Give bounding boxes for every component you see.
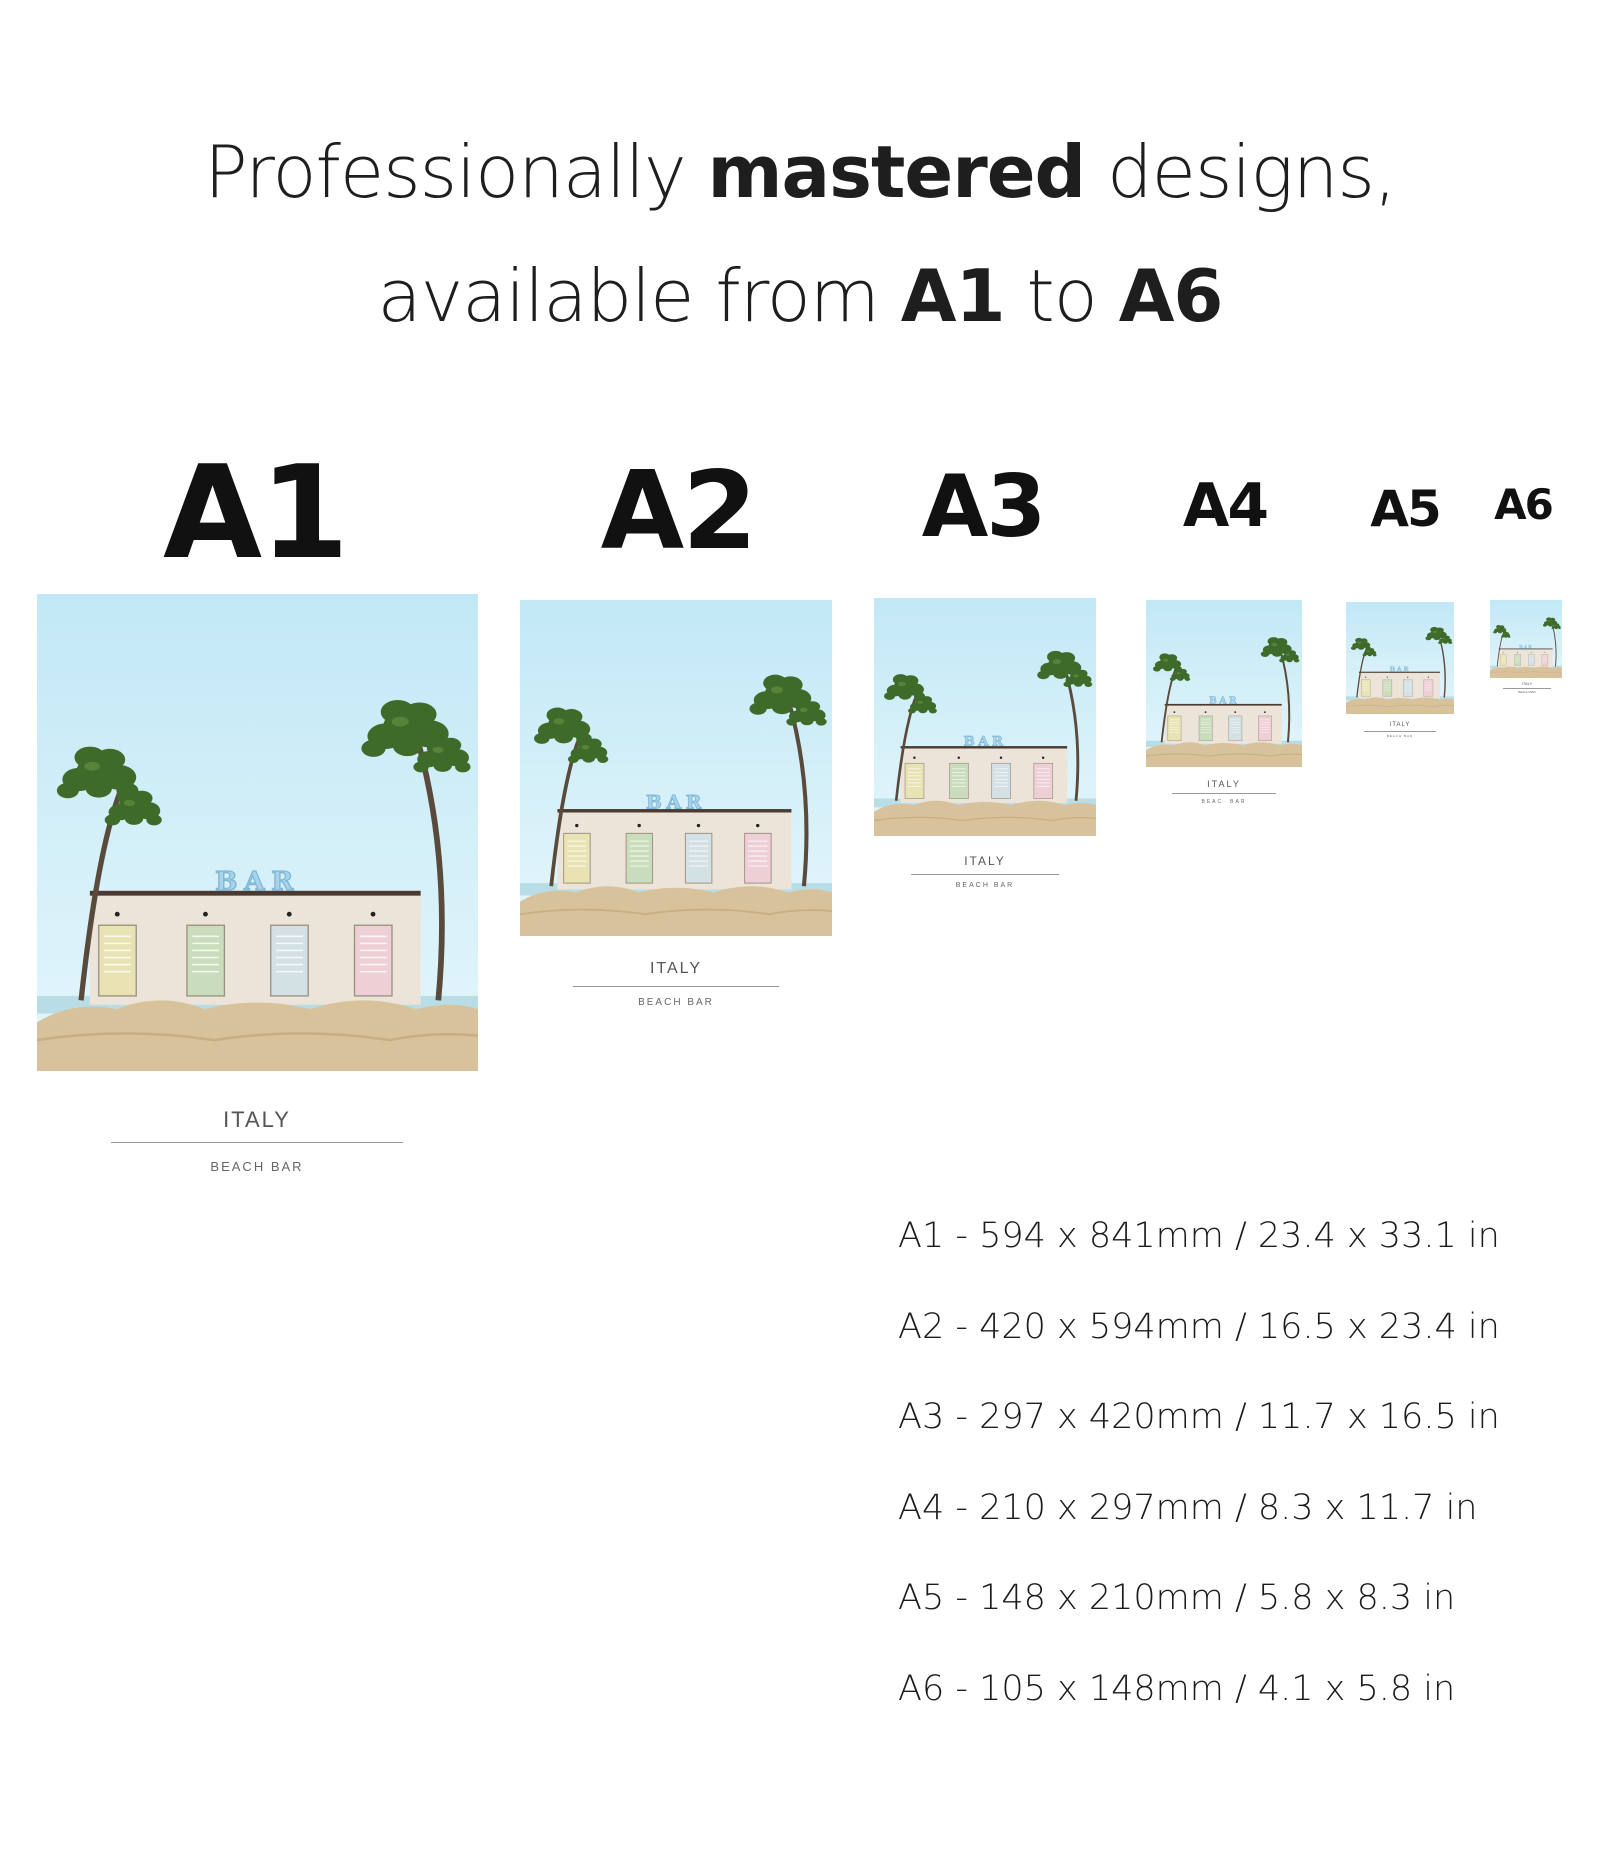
beach-bar-illustration — [1346, 602, 1454, 714]
poster-a2-subtitle: BEACH BAR — [638, 997, 714, 1008]
size-spec-a5: A5 - 148 x 210mm / 5.8 x 8.3 in — [898, 1578, 1456, 1618]
svg-text:BAR: BAR — [963, 734, 1007, 750]
size-label-a5: A5 — [1370, 480, 1440, 538]
size-spec-a6: A6 - 105 x 148mm / 4.1 x 5.8 in — [898, 1668, 1456, 1709]
headline-emphasis: mastered — [707, 130, 1086, 214]
beach-bar-illustration — [520, 600, 832, 936]
headline-emphasis: A1 — [900, 254, 1005, 338]
poster-a5-caption — [1363, 721, 1437, 739]
poster-a4-divider — [1172, 793, 1276, 794]
poster-a4-caption — [1170, 777, 1278, 806]
poster-a3-subtitle: BEACH BAR — [955, 882, 1015, 889]
size-label-a6: A6 — [1494, 480, 1552, 529]
poster-a5 — [1346, 602, 1454, 714]
beach-bar-illustration — [1146, 600, 1302, 767]
poster-a1-caption — [107, 1104, 407, 1176]
size-spec-a1: A1 - 594 x 841mm / 23.4 x 33.1 in — [898, 1216, 1500, 1256]
size-spec-a2: A2 - 420 x 594mm / 16.5 x 23.4 in — [898, 1306, 1500, 1347]
poster-a1-subtitle: BEACH BAR — [210, 1159, 304, 1174]
svg-text:BAR: BAR — [1389, 666, 1411, 674]
poster-a3 — [874, 598, 1096, 836]
poster-a6-country: ITALY — [1521, 681, 1533, 686]
poster-a5-subtitle: BEACH BAR — [1386, 734, 1414, 738]
beach-bar-illustration — [874, 598, 1096, 836]
size-spec-list — [898, 1212, 1578, 1755]
size-spec-a4: A4 - 210 x 297mm / 8.3 x 11.7 in — [898, 1487, 1478, 1528]
headline-text: Professionally — [204, 130, 708, 214]
poster-a4 — [1146, 600, 1302, 767]
poster-a4-subtitle: BEAC· BAR — [1201, 799, 1247, 805]
headline-line-1 — [0, 110, 1600, 234]
poster-a2-caption — [571, 957, 781, 1010]
poster-a6-subtitle: BEACH BAR — [1518, 690, 1536, 694]
headline-emphasis: A6 — [1118, 254, 1223, 338]
size-label-a4: A4 — [1182, 471, 1268, 541]
beach-bar-illustration — [1490, 600, 1562, 678]
headline-line-2 — [0, 234, 1600, 358]
headline — [0, 110, 1600, 358]
headline-text: designs, — [1085, 130, 1396, 214]
svg-text:BAR: BAR — [1519, 645, 1533, 651]
svg-text:BAR: BAR — [1209, 695, 1239, 707]
poster-a5-divider — [1364, 731, 1436, 732]
beach-bar-illustration — [37, 594, 478, 1071]
size-label-a1: A1 — [162, 439, 348, 588]
svg-text:BAR: BAR — [215, 865, 300, 897]
poster-a6-divider — [1503, 688, 1551, 689]
poster-a2-country: ITALY — [649, 960, 703, 977]
size-label-a3: A3 — [921, 457, 1045, 557]
poster-a3-country: ITALY — [964, 854, 1006, 868]
size-label-a2: A2 — [600, 449, 756, 574]
poster-a5-country: ITALY — [1389, 722, 1411, 728]
poster-a2 — [520, 600, 832, 936]
poster-a2-divider — [573, 986, 779, 987]
poster-a1-divider — [111, 1142, 403, 1143]
svg-text:BAR: BAR — [646, 791, 706, 814]
poster-a3-divider — [911, 874, 1059, 875]
poster-a3-caption — [909, 852, 1061, 891]
headline-text: to — [1004, 254, 1119, 338]
size-spec-a3: A3 - 297 x 420mm / 11.7 x 16.5 in — [898, 1397, 1500, 1437]
poster-a1 — [37, 594, 478, 1071]
poster-a4-country: ITALY — [1207, 779, 1241, 789]
poster-a1-country: ITALY — [223, 1107, 291, 1132]
headline-text: available from — [377, 254, 901, 338]
poster-a6-caption — [1502, 681, 1552, 694]
poster-a6 — [1490, 600, 1562, 678]
